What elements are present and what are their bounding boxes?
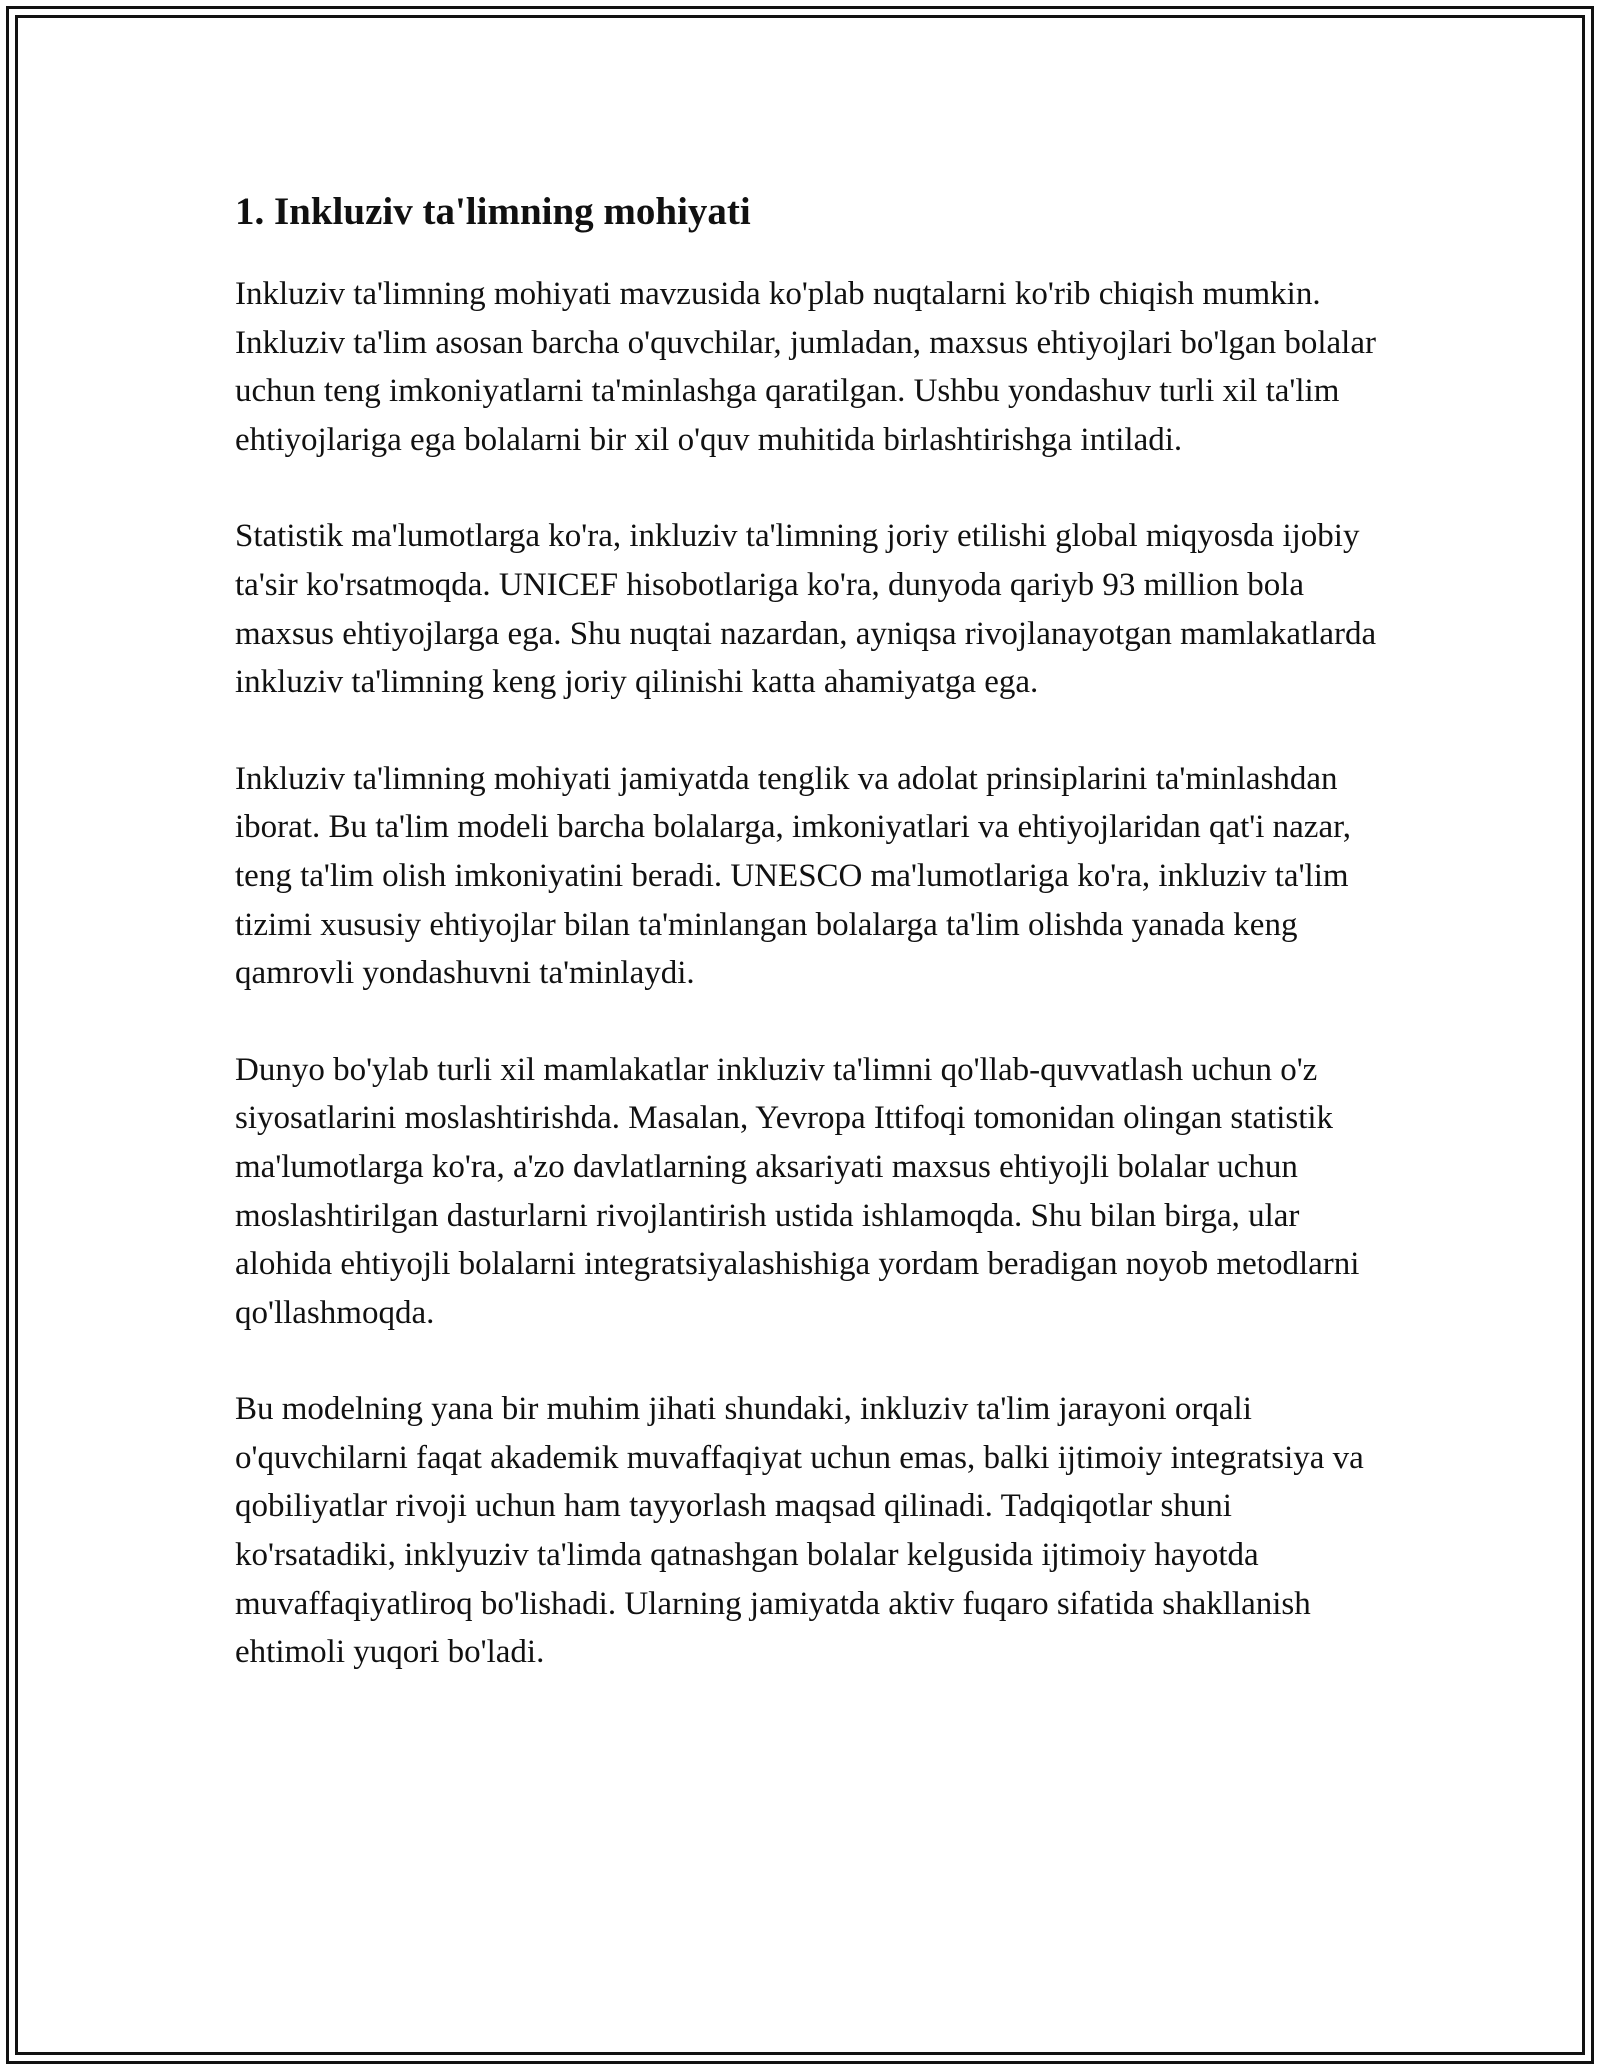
paragraph-5: Bu modelning yana bir muhim jihati shundaki, inkluziv ta'lim jarayoni orqali o'quvchilarni faqat akademik muvaffaqiyat uchun emas, balki ijtimoiy integratsiya va qobiliyatlar rivoji uchun ham tayyorlash maqsad qilinadi. Tadqiqotlar shuni ko'rsatadiki, inklyuziv ta'limda qatnashgan bolalar kelgusida ijtimoiy hayotda muvaffaqiyatliroq bo'lishadi. Ularning jamiyatda aktiv fuqaro sifatida shakllanish ehtimoli yuqori bo'ladi. [235, 1391, 1364, 1671]
paragraph-4: Dunyo bo'ylab turli xil mamlakatlar inkluziv ta'limni qo'llab-quvvatlash uchun o'z siyosatlarini moslashtirishda. Masalan, Yevropa Ittifoqi tomonidan olingan statistik ma'lumotlarga ko'ra, a'zo davlatlarning aksariyati maxsus ehtiyojli bolalar uchun moslashtirilgan dasturlarni rivojlantirish ustida ishlamoqda. Shu bilan birga, ular alohida ehtiyojli bolalarni integratsiyalashishiga yordam beradigan noyob metodlarni qo'llashmoqda. [235, 1051, 1360, 1331]
paragraph-1: Inkluziv ta'limning mohiyati mavzusida ko'plab nuqtalarni ko'rib chiqish mumkin. Inkluziv ta'lim asosan barcha o'quvchilar, jumladan, maxsus ehtiyojlari bo'lgan bolalar uchun teng imkoniyatlarni ta'minlashga qaratilgan. Ushbu yondashuv turli xil ta'lim ehtiyojlariga ega bolalarni bir xil o'quv muhitida birlashtirishga intiladi. [235, 276, 1376, 458]
paragraph-2: Statistik ma'lumotlarga ko'ra, inkluziv ta'limning joriy etilishi global miqyosda ijobiy ta'sir ko'rsatmoqda. UNICEF hisobotlariga ko'ra, dunyoda qariyb 93 million bola maxsus ehtiyojlarga ega. Shu nuqtai nazardan, ayniqsa rivojlanayotgan mamlakatlarda inkluziv ta'limning keng joriy qilinishi katta ahamiyatga ega. [235, 518, 1377, 701]
document-body [235, 188, 1380, 1725]
section-heading: 1. Inkluziv ta'limning mohiyati [235, 190, 751, 233]
paragraph-3: Inkluziv ta'limning mohiyati jamiyatda tenglik va adolat prinsiplarini ta'minlashdan iborat. Bu ta'lim modeli barcha bolalarga, imkoniyatlari va ehtiyojlaridan qat'i nazar, teng ta'lim olish imkoniyatini beradi. UNESCO ma'lumotlariga ko'ra, inkluziv ta'lim tizimi xususiy ehtiyojlar bilan ta'minlangan bolalarga ta'lim olishda yanada keng qamrovli yondashuvni ta'minlaydi. [235, 760, 1352, 992]
